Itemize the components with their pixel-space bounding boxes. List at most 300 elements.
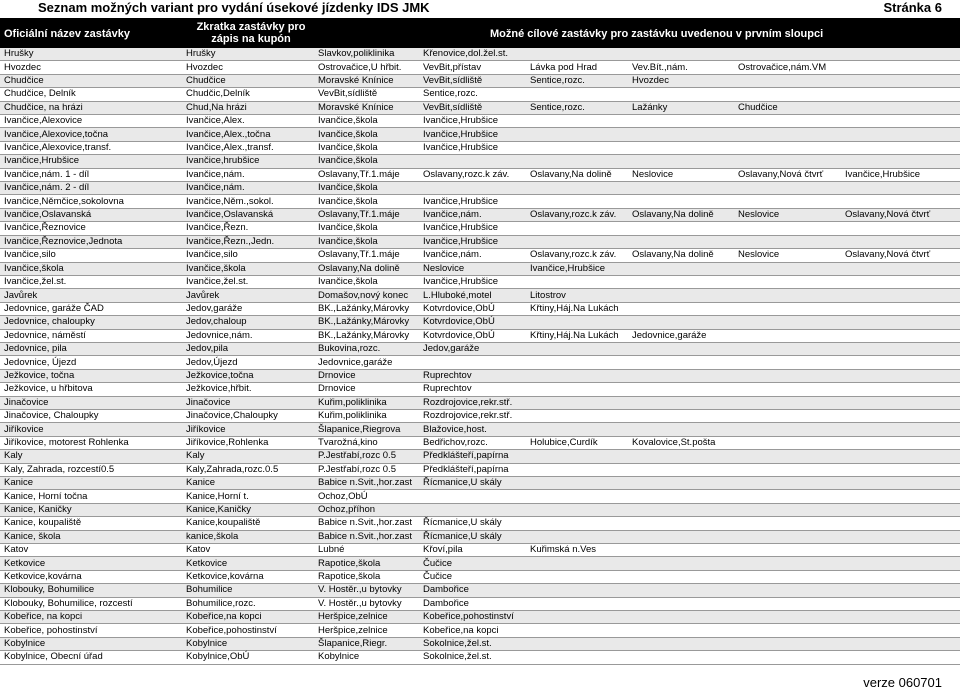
target-stop: Kuřim,poliklinika xyxy=(314,409,419,422)
target-stop: Kobeřice,na kopci xyxy=(419,624,526,637)
target-stop xyxy=(734,463,841,476)
target-stop: V. Hostěr.,u bytovky xyxy=(314,584,419,597)
target-stop xyxy=(734,450,841,463)
table-row xyxy=(0,302,960,315)
target-stop: Oslavany,Nová čtvrť xyxy=(734,168,841,181)
target-stop xyxy=(628,557,734,570)
target-stop: Heršpice,zelnice xyxy=(314,624,419,637)
target-stop xyxy=(734,128,841,141)
target-stop xyxy=(734,544,841,557)
target-stop xyxy=(841,597,960,610)
target-stop xyxy=(526,477,628,490)
target-stop: Chudčice xyxy=(734,101,841,114)
target-stop xyxy=(841,88,960,101)
target-stop: Čučice xyxy=(419,557,526,570)
target-stop: Neslovice xyxy=(734,249,841,262)
official-stop-name: Ivančice,Alexovice,transf. xyxy=(0,141,182,154)
table-row xyxy=(0,383,960,396)
stop-abbreviation: kanice,škola xyxy=(182,530,314,543)
target-stop: BK.,Lažánky,Márovky xyxy=(314,302,419,315)
official-stop-name: Ivančice,silo xyxy=(0,249,182,262)
target-stop xyxy=(841,436,960,449)
stop-abbreviation: Ketkovice xyxy=(182,557,314,570)
target-stop xyxy=(628,477,734,490)
target-stop xyxy=(628,396,734,409)
target-stop xyxy=(734,74,841,87)
target-stop xyxy=(734,503,841,516)
target-stop xyxy=(628,302,734,315)
target-stop: Oslavany,Tř.1.máje xyxy=(314,208,419,221)
target-stop: V. Hostěr.,u bytovky xyxy=(314,597,419,610)
table-row xyxy=(0,477,960,490)
target-stop: Vev.Bít.,nám. xyxy=(628,61,734,74)
table-row xyxy=(0,624,960,637)
table-row xyxy=(0,423,960,436)
table-row xyxy=(0,396,960,409)
target-stop xyxy=(841,115,960,128)
official-stop-name: Kobylnice, Obecní úřad xyxy=(0,651,182,664)
stop-abbreviation: Jedov,chaloup xyxy=(182,316,314,329)
stops-table xyxy=(0,48,960,665)
target-stop xyxy=(734,182,841,195)
target-stop xyxy=(734,570,841,583)
target-stop xyxy=(526,570,628,583)
target-stop xyxy=(526,128,628,141)
target-stop xyxy=(734,342,841,355)
target-stop: Ivančice,škola xyxy=(314,155,419,168)
target-stop: Ochoz,ObÚ xyxy=(314,490,419,503)
target-stop xyxy=(734,141,841,154)
table-row xyxy=(0,544,960,557)
document-title: Seznam možných variant pro vydání úsekové jízdenky IDS JMK xyxy=(38,0,430,15)
official-stop-name: Jedovnice, garáže ČAD xyxy=(0,302,182,315)
header-abbreviation: Zkratka zastávky pro zápis na kupón xyxy=(196,21,306,45)
table-row xyxy=(0,436,960,449)
target-stop xyxy=(734,517,841,530)
target-stop: Oslavany,Na dolině xyxy=(628,249,734,262)
target-stop xyxy=(734,275,841,288)
target-stop xyxy=(734,302,841,315)
official-stop-name: Ivančice,Řeznovice,Jednota xyxy=(0,235,182,248)
stop-abbreviation: Javůrek xyxy=(182,289,314,302)
stop-abbreviation: Jedov,garáže xyxy=(182,302,314,315)
stop-abbreviation: Ivančice,silo xyxy=(182,249,314,262)
target-stop xyxy=(526,383,628,396)
target-stop: Ruprechtov xyxy=(419,369,526,382)
target-stop: Předklášteří,papírna xyxy=(419,463,526,476)
official-stop-name: Jedovnice, Újezd xyxy=(0,356,182,369)
target-stop: Ivančice,Hrubšice xyxy=(419,195,526,208)
target-stop: Ivančice,škola xyxy=(314,182,419,195)
target-stop xyxy=(526,342,628,355)
target-stop: Oslavany,Nová čtvrť xyxy=(841,208,960,221)
official-stop-name: Hvozdec xyxy=(0,61,182,74)
target-stop: Moravské Knínice xyxy=(314,101,419,114)
target-stop xyxy=(526,463,628,476)
target-stop xyxy=(526,530,628,543)
target-stop xyxy=(841,356,960,369)
header-target-stops: Možné cílové zastávky pro zastávku uvedenou v prvním sloupci xyxy=(490,28,824,40)
table-row xyxy=(0,275,960,288)
table-row xyxy=(0,356,960,369)
stop-abbreviation: Ježkovice,točna xyxy=(182,369,314,382)
target-stop xyxy=(628,182,734,195)
target-stop: Rapotice,škola xyxy=(314,557,419,570)
target-stop xyxy=(841,409,960,422)
table-row xyxy=(0,584,960,597)
official-stop-name: Kaly, Zahrada, rozcestí0.5 xyxy=(0,463,182,476)
target-stop xyxy=(841,544,960,557)
official-stop-name: Ivančice,Alexovice,točna xyxy=(0,128,182,141)
target-stop xyxy=(734,396,841,409)
target-stop xyxy=(841,182,960,195)
target-stop xyxy=(628,450,734,463)
target-stop xyxy=(628,342,734,355)
target-stop: Ivančice,nám. xyxy=(419,208,526,221)
official-stop-name: Kanice, Kaničky xyxy=(0,503,182,516)
official-stop-name: Chudčice, na hrázi xyxy=(0,101,182,114)
official-stop-name: Katov xyxy=(0,544,182,557)
target-stop: Babice n.Svit.,hor.zast xyxy=(314,477,419,490)
official-stop-name: Chudčice, Delník xyxy=(0,88,182,101)
target-stop: Křenovice,dol.žel.st. xyxy=(419,48,526,61)
target-stop xyxy=(628,48,734,61)
official-stop-name: Ivančice,Alexovice xyxy=(0,115,182,128)
stop-abbreviation: Jinačovice,Chaloupky xyxy=(182,409,314,422)
official-stop-name: Jinačovice xyxy=(0,396,182,409)
target-stop xyxy=(628,316,734,329)
target-stop xyxy=(526,141,628,154)
table-row xyxy=(0,557,960,570)
official-stop-name: Ketkovice xyxy=(0,557,182,570)
target-stop xyxy=(734,356,841,369)
stop-abbreviation: Hvozdec xyxy=(182,61,314,74)
target-stop: Ivančice,škola xyxy=(314,115,419,128)
stop-abbreviation: Kanice,Horní t. xyxy=(182,490,314,503)
target-stop xyxy=(419,182,526,195)
target-stop: Tvarožná,kino xyxy=(314,436,419,449)
official-stop-name: Ivančice,Němčice,sokolovna xyxy=(0,195,182,208)
stop-abbreviation: Chudčic,Delník xyxy=(182,88,314,101)
target-stop xyxy=(734,289,841,302)
stop-abbreviation: Ivančice,Alex. xyxy=(182,115,314,128)
target-stop: Oslavany,rozc.k záv. xyxy=(526,208,628,221)
official-stop-name: Jedovnice, náměstí xyxy=(0,329,182,342)
table-row xyxy=(0,611,960,624)
table-row xyxy=(0,168,960,181)
table-row xyxy=(0,289,960,302)
target-stop xyxy=(841,383,960,396)
target-stop: Ivančice,Hrubšice xyxy=(419,275,526,288)
target-stop xyxy=(841,651,960,664)
table-row xyxy=(0,195,960,208)
target-stop xyxy=(419,503,526,516)
target-stop xyxy=(628,235,734,248)
official-stop-name: Kanice, škola xyxy=(0,530,182,543)
official-stop-name: Chudčice xyxy=(0,74,182,87)
target-stop xyxy=(734,235,841,248)
target-stop: Neslovice xyxy=(734,208,841,221)
stop-abbreviation: Ivančice,Alex.,točna xyxy=(182,128,314,141)
target-stop: Ochoz,příhon xyxy=(314,503,419,516)
table-row xyxy=(0,490,960,503)
target-stop: Oslavany,Tř.1.máje xyxy=(314,168,419,181)
stop-abbreviation: Jedov,Újezd xyxy=(182,356,314,369)
target-stop xyxy=(628,289,734,302)
target-stop xyxy=(734,436,841,449)
official-stop-name: Kanice, Horní točna xyxy=(0,490,182,503)
stop-abbreviation: Ivančice,nám. xyxy=(182,168,314,181)
target-stop xyxy=(841,423,960,436)
target-stop xyxy=(734,530,841,543)
target-stop xyxy=(734,316,841,329)
target-stop xyxy=(841,490,960,503)
target-stop: Jedovnice,garáže xyxy=(628,329,734,342)
target-stop xyxy=(526,316,628,329)
official-stop-name: Ježkovice, u hřbitova xyxy=(0,383,182,396)
official-stop-name: Klobouky, Bohumilice xyxy=(0,584,182,597)
target-stop: Bedřichov,rozc. xyxy=(419,436,526,449)
target-stop: Ivančice,Hrubšice xyxy=(419,128,526,141)
target-stop: Hvozdec xyxy=(628,74,734,87)
stop-abbreviation: Kobylnice xyxy=(182,637,314,650)
target-stop xyxy=(526,115,628,128)
target-stop xyxy=(628,544,734,557)
official-stop-name: Ivančice,nám. 1 - díl xyxy=(0,168,182,181)
target-stop xyxy=(734,262,841,275)
target-stop: Ostrovačice,nám.VM xyxy=(734,61,841,74)
target-stop: Kotvrdovice,ObÚ xyxy=(419,316,526,329)
stop-abbreviation: Ježkovice,hřbit. xyxy=(182,383,314,396)
title-bar xyxy=(0,0,960,14)
stop-abbreviation: Jinačovice xyxy=(182,396,314,409)
target-stop xyxy=(841,195,960,208)
target-stop: Rozdrojovice,rekr.stř. xyxy=(419,409,526,422)
target-stop: Litostrov xyxy=(526,289,628,302)
official-stop-name: Jiříkovice xyxy=(0,423,182,436)
target-stop: Moravské Knínice xyxy=(314,74,419,87)
target-stop xyxy=(628,584,734,597)
target-stop xyxy=(841,235,960,248)
target-stop: Křoví,pila xyxy=(419,544,526,557)
target-stop: Ivančice,Hrubšice xyxy=(419,115,526,128)
target-stop: Kovalovice,St.pošta xyxy=(628,436,734,449)
target-stop xyxy=(526,356,628,369)
official-stop-name: Ivančice,nám. 2 - díl xyxy=(0,182,182,195)
stop-abbreviation: Chud,Na hrázi xyxy=(182,101,314,114)
target-stop: Ruprechtov xyxy=(419,383,526,396)
official-stop-name: Klobouky, Bohumilice, rozcestí xyxy=(0,597,182,610)
target-stop xyxy=(734,597,841,610)
target-stop xyxy=(734,222,841,235)
target-stop xyxy=(628,611,734,624)
target-stop xyxy=(419,356,526,369)
target-stop xyxy=(841,637,960,650)
target-stop xyxy=(628,262,734,275)
target-stop xyxy=(628,503,734,516)
table-header xyxy=(0,18,960,48)
target-stop xyxy=(841,61,960,74)
target-stop: Čučice xyxy=(419,570,526,583)
stop-abbreviation: Ivančice,hrubšice xyxy=(182,155,314,168)
target-stop xyxy=(526,584,628,597)
target-stop: Jedovnice,garáže xyxy=(314,356,419,369)
target-stop xyxy=(628,275,734,288)
target-stop xyxy=(841,128,960,141)
target-stop: Neslovice xyxy=(628,168,734,181)
official-stop-name: Ivančice,žel.st. xyxy=(0,275,182,288)
target-stop: Dambořice xyxy=(419,597,526,610)
target-stop xyxy=(734,409,841,422)
stop-abbreviation: Jedovnice,nám. xyxy=(182,329,314,342)
target-stop: BK.,Lažánky,Márovky xyxy=(314,329,419,342)
target-stop xyxy=(841,74,960,87)
stop-abbreviation: Ivančice,žel.st. xyxy=(182,275,314,288)
target-stop xyxy=(628,637,734,650)
table-row xyxy=(0,182,960,195)
target-stop: Řícmanice,U skály xyxy=(419,530,526,543)
table-row xyxy=(0,530,960,543)
target-stop xyxy=(628,570,734,583)
official-stop-name: Hrušky xyxy=(0,48,182,61)
target-stop xyxy=(628,624,734,637)
official-stop-name: Jinačovice, Chaloupky xyxy=(0,409,182,422)
table-row xyxy=(0,74,960,87)
stop-abbreviation: Kanice,Kaničky xyxy=(182,503,314,516)
official-stop-name: Ivančice,škola xyxy=(0,262,182,275)
official-stop-name: Javůrek xyxy=(0,289,182,302)
target-stop xyxy=(526,155,628,168)
official-stop-name: Kobeřice, na kopci xyxy=(0,611,182,624)
table-row xyxy=(0,249,960,262)
target-stop xyxy=(841,101,960,114)
target-stop: Ivančice,škola xyxy=(314,235,419,248)
target-stop xyxy=(841,316,960,329)
table-row xyxy=(0,570,960,583)
target-stop xyxy=(526,409,628,422)
stop-abbreviation: Kobeřice,pohostinství xyxy=(182,624,314,637)
target-stop: Oslavany,rozc.k záv. xyxy=(526,249,628,262)
official-stop-name: Jedovnice, chaloupky xyxy=(0,316,182,329)
target-stop xyxy=(734,195,841,208)
table-row xyxy=(0,101,960,114)
target-stop xyxy=(841,611,960,624)
target-stop: VevBit,sídliště xyxy=(314,88,419,101)
target-stop: Kotvrdovice,ObÚ xyxy=(419,329,526,342)
target-stop: Oslavany,Na dolině xyxy=(526,168,628,181)
target-stop xyxy=(734,637,841,650)
target-stop: Lubné xyxy=(314,544,419,557)
target-stop: Šlapanice,Riegrova xyxy=(314,423,419,436)
table-row xyxy=(0,369,960,382)
target-stop xyxy=(628,597,734,610)
target-stop xyxy=(526,490,628,503)
official-stop-name: Kanice xyxy=(0,477,182,490)
target-stop: Rozdrojovice,rekr.stř. xyxy=(419,396,526,409)
target-stop xyxy=(734,115,841,128)
target-stop: Ostrovačice,U hřbit. xyxy=(314,61,419,74)
target-stop: VevBit,sídliště xyxy=(419,101,526,114)
target-stop: Drnovice xyxy=(314,383,419,396)
target-stop xyxy=(526,275,628,288)
target-stop: Domašov,nový konec xyxy=(314,289,419,302)
stop-abbreviation: Katov xyxy=(182,544,314,557)
target-stop xyxy=(841,557,960,570)
target-stop xyxy=(841,342,960,355)
target-stop xyxy=(734,383,841,396)
target-stop: Šlapanice,Riegr. xyxy=(314,637,419,650)
stop-abbreviation: Ivančice,nám. xyxy=(182,182,314,195)
table-row xyxy=(0,48,960,61)
target-stop xyxy=(526,182,628,195)
target-stop: Kobeřice,pohostinství xyxy=(419,611,526,624)
target-stop: P.Jestřabí,rozc 0.5 xyxy=(314,463,419,476)
target-stop xyxy=(628,463,734,476)
target-stop xyxy=(526,517,628,530)
target-stop xyxy=(734,155,841,168)
target-stop: Ivančice,Hrubšice xyxy=(526,262,628,275)
target-stop xyxy=(628,409,734,422)
stop-abbreviation: Jedov,pila xyxy=(182,342,314,355)
table-row xyxy=(0,155,960,168)
target-stop xyxy=(526,88,628,101)
target-stop: Bukovina,rozc. xyxy=(314,342,419,355)
target-stop xyxy=(841,450,960,463)
target-stop xyxy=(841,477,960,490)
target-stop xyxy=(526,637,628,650)
target-stop xyxy=(526,222,628,235)
target-stop xyxy=(628,651,734,664)
stop-abbreviation: Ivančice,Řezn.,Jedn. xyxy=(182,235,314,248)
target-stop xyxy=(841,584,960,597)
table-row xyxy=(0,88,960,101)
target-stop xyxy=(628,115,734,128)
target-stop xyxy=(734,584,841,597)
target-stop xyxy=(841,141,960,154)
target-stop: Ivančice,Hrubšice xyxy=(841,168,960,181)
target-stop xyxy=(734,48,841,61)
target-stop xyxy=(841,289,960,302)
official-stop-name: Ivančice,Řeznovice xyxy=(0,222,182,235)
target-stop xyxy=(526,557,628,570)
stop-abbreviation: Jiříkovice,Rohlenka xyxy=(182,436,314,449)
official-stop-name: Ježkovice, točna xyxy=(0,369,182,382)
target-stop: Ivančice,škola xyxy=(314,195,419,208)
target-stop xyxy=(526,396,628,409)
stop-abbreviation: Kobeřice,na kopci xyxy=(182,611,314,624)
stop-abbreviation: Ivančice,Oslavanská xyxy=(182,208,314,221)
target-stop xyxy=(526,423,628,436)
stop-abbreviation: Ivančice,Něm.,sokol. xyxy=(182,195,314,208)
table-row xyxy=(0,141,960,154)
stop-abbreviation: Bohumilice xyxy=(182,584,314,597)
target-stop xyxy=(526,503,628,516)
target-stop: BK.,Lažánky,Márovky xyxy=(314,316,419,329)
stop-abbreviation: Chudčice xyxy=(182,74,314,87)
target-stop xyxy=(419,155,526,168)
target-stop xyxy=(841,222,960,235)
table-row xyxy=(0,262,960,275)
official-stop-name: Kobeřice, pohostinství xyxy=(0,624,182,637)
target-stop: Rapotice,škola xyxy=(314,570,419,583)
table-row xyxy=(0,597,960,610)
target-stop: Dambořice xyxy=(419,584,526,597)
official-stop-name: Ketkovice,kovárna xyxy=(0,570,182,583)
table-row xyxy=(0,450,960,463)
target-stop xyxy=(628,490,734,503)
target-stop: Babice n.Svit.,hor.zast xyxy=(314,517,419,530)
target-stop: Oslavany,rozc.k záv. xyxy=(419,168,526,181)
